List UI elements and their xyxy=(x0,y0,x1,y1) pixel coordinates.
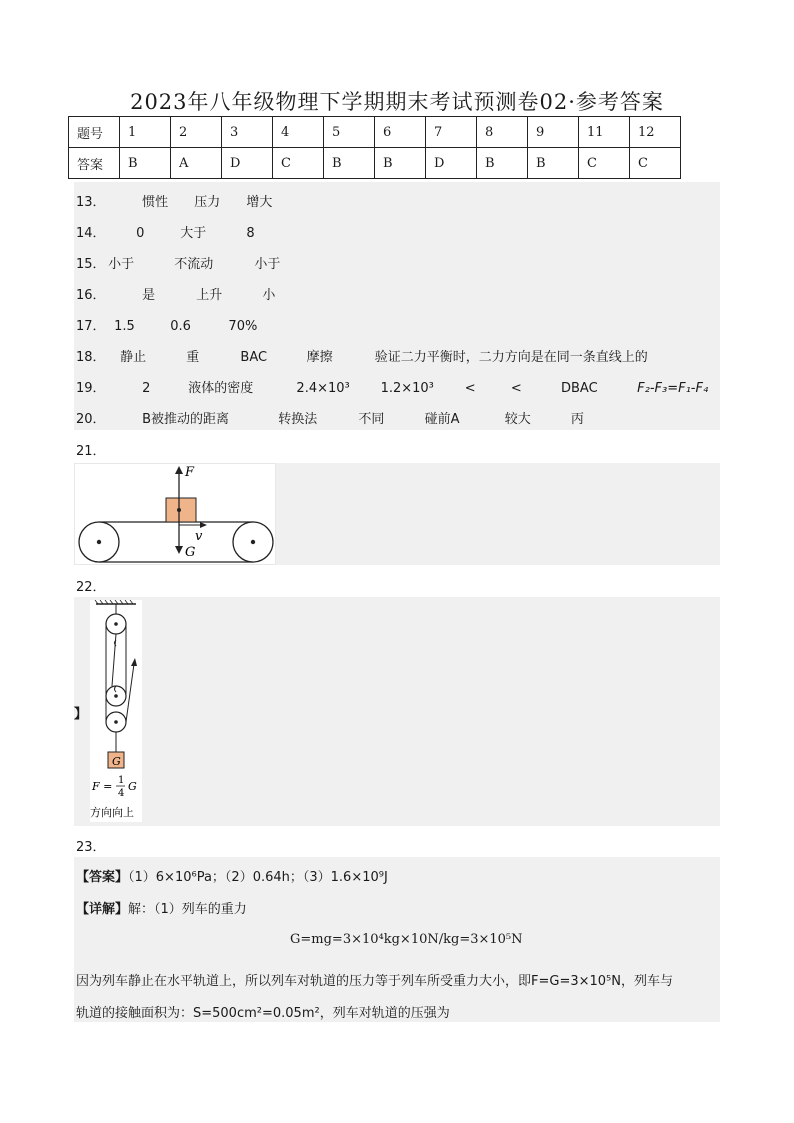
table-cell: D xyxy=(222,148,273,179)
table-cell: A xyxy=(171,148,222,179)
answer-item: < xyxy=(510,381,522,396)
answer-item: < xyxy=(464,381,476,396)
table-cell: 6 xyxy=(375,117,426,148)
q-number: 19． xyxy=(76,381,106,396)
fraction-denominator: 4 xyxy=(118,788,125,799)
weight-label: G xyxy=(112,755,121,768)
table-cell: 7 xyxy=(426,117,477,148)
q21-number: 21． xyxy=(76,444,106,459)
answer-line xyxy=(76,866,388,885)
answer-item: 较大 xyxy=(504,412,531,427)
table-cell: 答案 xyxy=(69,148,120,179)
answer-19 xyxy=(76,377,708,396)
table-cell: 1 xyxy=(120,117,171,148)
velocity-label: v xyxy=(195,529,203,544)
table-cell: C xyxy=(630,148,681,179)
q-number: 20． xyxy=(76,412,106,427)
answer-item: 大于 xyxy=(180,226,207,241)
answer-item: 不同 xyxy=(358,412,385,427)
detail-tag: 【详解】 xyxy=(76,902,129,917)
detail-text: 解：（1）列车的重力 xyxy=(128,902,247,917)
answer-item: 0.6 xyxy=(170,319,191,334)
table-cell: 12 xyxy=(630,117,681,148)
q23-number: 23． xyxy=(76,840,106,855)
answer-14 xyxy=(76,222,255,241)
answer-item: 增大 xyxy=(246,195,273,210)
conveyor-diagram xyxy=(75,464,275,564)
answer-item: 惯性 xyxy=(142,195,169,210)
table-cell: 题号 xyxy=(69,117,120,148)
table-cell: 3 xyxy=(222,117,273,148)
direction-label: 方向向上 xyxy=(90,806,134,819)
answer-15 xyxy=(76,253,280,272)
table-cell: C xyxy=(273,148,324,179)
answer-item: 丙 xyxy=(570,412,584,427)
answer-item: BAC xyxy=(240,350,268,365)
answer-17 xyxy=(76,315,257,334)
answer-item: 8 xyxy=(246,226,255,241)
conveyor-figure xyxy=(74,463,276,565)
table-cell: B xyxy=(375,148,426,179)
table-row xyxy=(69,148,681,179)
answer-item: DBAC xyxy=(560,381,598,396)
answer-item: F₂-F₃=F₁-F₄ xyxy=(637,381,709,396)
table-cell: B xyxy=(324,148,375,179)
gravity-label: G xyxy=(185,545,196,560)
answer-band xyxy=(74,597,720,826)
paragraph: 因为列车静止在水平轨道上，所以列车对轨道的压力等于列车所受重力大小，即F=G=3×10⁵N，列车与 xyxy=(76,974,673,989)
answer-item: 转换法 xyxy=(278,412,318,427)
table-cell: D xyxy=(426,148,477,179)
answer-item: 2.4×10³ xyxy=(296,381,350,396)
table-cell: 11 xyxy=(579,117,630,148)
table-cell: 9 xyxy=(528,117,579,148)
table-cell: 8 xyxy=(477,117,528,148)
fraction-numerator: 1 xyxy=(118,775,125,786)
q22-number: 22． xyxy=(76,580,106,595)
answer-item: 液体的密度 xyxy=(188,381,254,396)
answer-13 xyxy=(76,191,272,210)
answer-item: 0 xyxy=(136,226,145,241)
answer-table xyxy=(68,116,681,179)
force-label-f: F xyxy=(185,465,195,480)
answer-item: 小 xyxy=(262,288,276,303)
table-cell: B xyxy=(477,148,528,179)
q-number: 14． xyxy=(76,226,106,241)
bracket-mark: 】 xyxy=(74,707,88,722)
answer-item: 小于 xyxy=(254,257,281,272)
pulley-figure xyxy=(90,600,142,822)
table-cell: 2 xyxy=(171,117,222,148)
answer-item: 摩擦 xyxy=(306,350,333,365)
q-number: 15． xyxy=(76,257,106,272)
q-number: 13． xyxy=(76,195,106,210)
page-title: 2023年八年级物理下学期期末考试预测卷02·参考答案 xyxy=(130,90,664,114)
q-number: 16． xyxy=(76,288,106,303)
answer-item: 验证二力平衡时，二力方向是在同一条直线上的 xyxy=(374,350,648,365)
answer-item: 2 xyxy=(142,381,151,396)
answer-item: 上升 xyxy=(196,288,223,303)
answer-item: 不流动 xyxy=(174,257,214,272)
answer-item: 压力 xyxy=(194,195,221,210)
answer-item: 1.2×10³ xyxy=(380,381,434,396)
answer-tag: 【答案】 xyxy=(76,870,129,885)
pulley-diagram xyxy=(90,600,142,822)
formula-rhs: G xyxy=(128,780,137,793)
gravity-equation: G=mg=3×10⁴kg×10N/kg=3×10⁵N xyxy=(290,932,523,947)
table-cell: 4 xyxy=(273,117,324,148)
answer-item: 小于 xyxy=(108,257,135,272)
table-cell: B xyxy=(528,148,579,179)
paragraph: 轨道的接触面积为：S=500cm²=0.05m²，列车对轨道的压强为 xyxy=(76,1006,450,1021)
answer-item: 重 xyxy=(186,350,200,365)
answer-20 xyxy=(76,408,584,427)
formula-lhs: F = xyxy=(92,780,113,793)
answer-item: 碰前A xyxy=(424,412,460,427)
table-cell: 5 xyxy=(324,117,375,148)
answer-item: B被推动的距离 xyxy=(142,412,230,427)
q-number: 17． xyxy=(76,319,106,334)
answer-item: 1.5 xyxy=(114,319,135,334)
answer-item: 70% xyxy=(228,319,258,334)
q-number: 18． xyxy=(76,350,106,365)
table-row xyxy=(69,117,681,148)
table-cell: B xyxy=(120,148,171,179)
table-cell: C xyxy=(579,148,630,179)
answer-item: 是 xyxy=(142,288,156,303)
answer-16 xyxy=(76,284,275,303)
answer-text: （1）6×10⁶Pa；（2）0.64h；（3）1.6×10⁹J xyxy=(128,870,388,885)
answer-18 xyxy=(76,346,648,365)
detail-line xyxy=(76,898,247,917)
answer-item: 静止 xyxy=(120,350,147,365)
